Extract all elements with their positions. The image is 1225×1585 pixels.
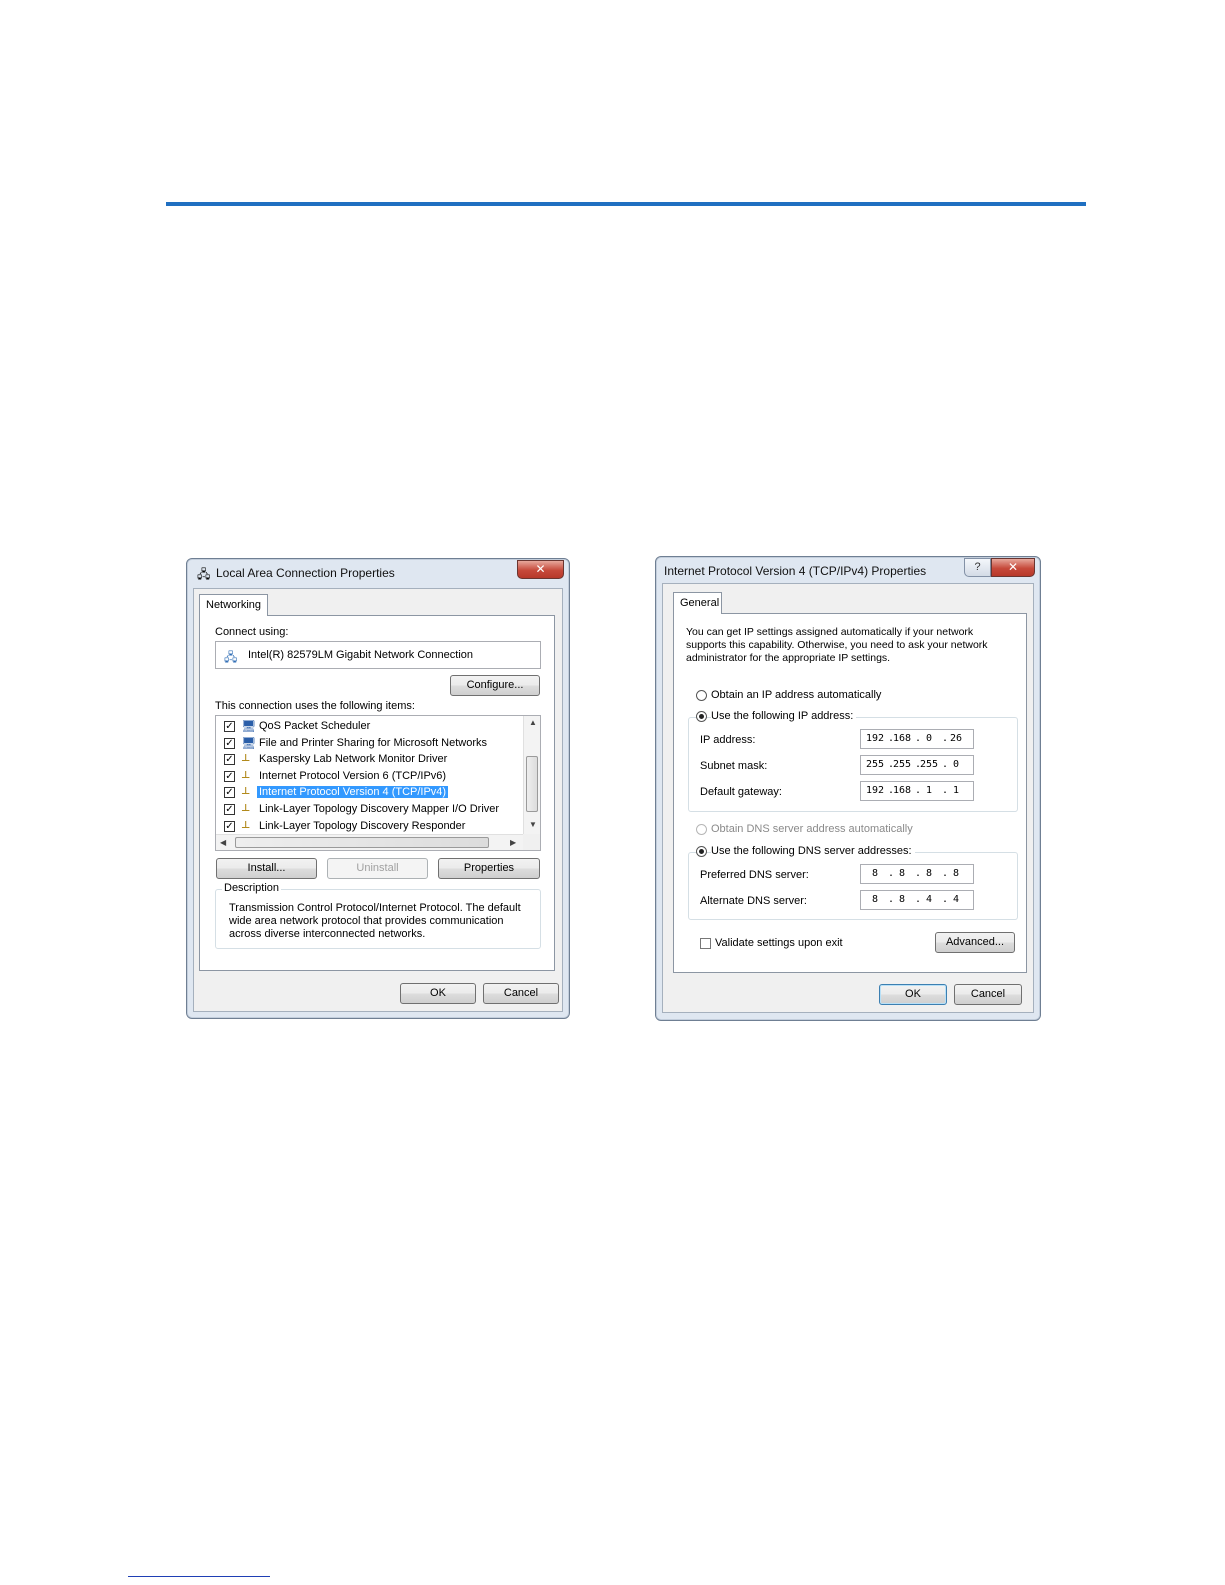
ip-octet: 8: [871, 868, 879, 879]
networking-tab-page: [199, 615, 555, 971]
list-item-label: File and Printer Sharing for Microsoft Networks: [259, 736, 488, 749]
use-following-ip-radio[interactable]: [696, 711, 707, 722]
configure-button-label: Configure...: [466, 679, 524, 691]
ip-octet: 26: [949, 733, 963, 744]
ip-address-label: IP address:: [700, 734, 756, 746]
protocol-icon: ⊥: [241, 819, 251, 831]
horizontal-scrollbar[interactable]: [216, 834, 523, 850]
connect-using-label: Connect using:: [215, 626, 289, 638]
default-gateway-label: Default gateway:: [700, 786, 782, 798]
local-area-connection-properties-window: [186, 558, 570, 1019]
advanced-button-label: Advanced...: [945, 936, 1005, 948]
ok-button-label: OK: [430, 987, 446, 999]
ip-separator: .: [915, 868, 922, 879]
list-item-label: Internet Protocol Version 4 (TCP/IPv4): [259, 786, 447, 799]
ip-octet: 192: [865, 785, 885, 796]
scroll-corner: [523, 834, 540, 850]
ok-button[interactable]: [879, 984, 947, 1005]
alternate-dns-input[interactable]: [860, 890, 974, 910]
window-title: Internet Protocol Version 4 (TCP/IPv4) Properties: [664, 564, 927, 578]
protocol-icon: ⊥: [241, 769, 251, 781]
ipv4-properties-window: [655, 556, 1041, 1021]
list-item[interactable]: [216, 736, 521, 752]
ip-separator: .: [942, 894, 949, 905]
protocol-icon: ⊥: [241, 753, 251, 765]
list-item[interactable]: [216, 769, 521, 785]
list-item-label: QoS Packet Scheduler: [259, 720, 371, 732]
cancel-button-label: Cancel: [970, 988, 1006, 1000]
list-item-label: Internet Protocol Version 6 (TCP/IPv6): [259, 769, 447, 782]
item-checkbox[interactable]: ✓: [225, 754, 234, 766]
adapter-icon: 🖧: [224, 650, 238, 664]
network-adapter-icon: 🖧: [197, 567, 211, 581]
network-client-icon: 🖥: [241, 735, 257, 750]
ip-octet: 0: [925, 733, 933, 744]
properties-button-label: Properties: [463, 862, 515, 874]
scroll-left-icon[interactable]: ◀: [220, 838, 227, 847]
uninstall-button-label: Uninstall: [356, 862, 399, 874]
network-client-icon: 🖥: [241, 719, 257, 733]
use-following-dns-label[interactable]: Use the following DNS server addresses:: [711, 845, 915, 857]
ip-octet: 8: [898, 868, 906, 879]
obtain-ip-auto-radio[interactable]: [696, 690, 707, 701]
list-item[interactable]: [216, 719, 521, 735]
use-following-ip-label[interactable]: Use the following IP address:: [711, 710, 856, 722]
uninstall-button[interactable]: [327, 858, 428, 879]
ip-octet: 8: [952, 868, 960, 879]
close-icon: ✕: [1007, 560, 1019, 574]
ip-octet: 4: [952, 894, 960, 905]
alternate-dns-label: Alternate DNS server:: [700, 895, 807, 907]
description-text: Transmission Control Protocol/Internet Protocol. The default wide area network protocol that provides communication across diverse interconnected networks.: [229, 902, 521, 940]
ip-octet: 8: [898, 894, 906, 905]
description-group: [215, 882, 541, 949]
preferred-dns-input[interactable]: [860, 864, 974, 884]
ok-button-label: OK: [905, 988, 921, 1000]
help-icon: ?: [974, 561, 981, 573]
item-checkbox[interactable]: ✓: [225, 737, 234, 749]
list-item[interactable]: [216, 802, 521, 818]
items-list[interactable]: [215, 715, 541, 851]
ip-separator: .: [942, 759, 949, 770]
adapter-field: [215, 641, 541, 669]
vertical-scrollbar[interactable]: [523, 716, 540, 834]
tab-networking[interactable]: [199, 594, 268, 616]
ip-octet: 8: [925, 868, 933, 879]
tab-general[interactable]: [673, 592, 722, 614]
ip-separator: .: [942, 733, 949, 744]
page-header-rule: [166, 202, 1086, 206]
install-button[interactable]: [216, 858, 317, 879]
close-icon: ✕: [535, 562, 546, 576]
ip-octet: 1: [925, 785, 933, 796]
scroll-down-icon[interactable]: ▼: [529, 820, 537, 829]
ip-separator: .: [888, 868, 895, 879]
obtain-ip-auto-label[interactable]: Obtain an IP address automatically: [711, 689, 882, 701]
scroll-right-icon[interactable]: ▶: [510, 838, 517, 847]
scroll-thumb[interactable]: [526, 756, 538, 812]
ip-separator: .: [888, 785, 895, 796]
item-checkbox[interactable]: ✓: [225, 770, 234, 782]
list-item-label: Link-Layer Topology Discovery Mapper I/O Driver: [259, 803, 500, 815]
ip-octet: 255: [892, 759, 912, 770]
ip-octet: 8: [871, 894, 879, 905]
ip-octet: 1: [952, 785, 960, 796]
ip-separator: .: [888, 894, 895, 905]
cancel-button[interactable]: [954, 984, 1022, 1005]
obtain-dns-auto-radio[interactable]: [696, 824, 707, 835]
close-button[interactable]: [517, 560, 564, 579]
scroll-up-icon[interactable]: ▲: [529, 718, 537, 727]
intro-text: You can get IP settings assigned automatically if your network supports this capability. Otherwise, you need to ask your network administrator for the appropriate IP settings.: [686, 626, 988, 664]
dialog-client-area: [662, 583, 1034, 1013]
ip-octet: 168: [892, 785, 912, 796]
ip-separator: .: [915, 759, 922, 770]
ip-separator: .: [915, 894, 922, 905]
help-button[interactable]: [964, 558, 991, 577]
item-checkbox[interactable]: ✓: [225, 820, 234, 832]
ip-separator: .: [942, 785, 949, 796]
configure-button[interactable]: [450, 675, 540, 696]
item-checkbox[interactable]: ✓: [225, 787, 234, 799]
properties-button[interactable]: [438, 858, 540, 879]
ip-separator: .: [888, 759, 895, 770]
obtain-dns-auto-label[interactable]: Obtain DNS server address automatically: [711, 823, 913, 835]
ip-address-input[interactable]: [860, 729, 974, 749]
subnet-mask-input[interactable]: [860, 755, 974, 775]
tab-label: Networking: [206, 599, 262, 611]
dialog-client-area: [193, 588, 563, 1012]
general-tab-page: [673, 613, 1027, 973]
list-item-label: Link-Layer Topology Discovery Responder: [259, 819, 466, 832]
ip-separator: .: [915, 785, 922, 796]
ip-separator: .: [888, 733, 895, 744]
default-gateway-input[interactable]: [860, 781, 974, 801]
ip-octet: 168: [892, 733, 912, 744]
validate-settings-label[interactable]: Validate settings upon exit: [715, 937, 843, 949]
ip-octet: 255: [919, 759, 939, 770]
ok-button[interactable]: [400, 983, 476, 1004]
item-checkbox[interactable]: ✓: [225, 721, 234, 732]
ip-octet: 255: [865, 759, 885, 770]
window-titlebar[interactable]: [187, 559, 569, 589]
validate-settings-checkbox[interactable]: [700, 938, 711, 949]
use-following-dns-radio[interactable]: [696, 846, 707, 857]
subnet-mask-label: Subnet mask:: [700, 760, 768, 772]
adapter-name: Intel(R) 82579LM Gigabit Network Connection: [248, 649, 474, 661]
tab-label: General: [680, 597, 720, 609]
cancel-button-label: Cancel: [503, 987, 539, 999]
item-checkbox[interactable]: ✓: [225, 804, 234, 815]
advanced-button[interactable]: [935, 932, 1015, 953]
protocol-icon: ⊥: [241, 803, 251, 814]
hscroll-thumb[interactable]: [235, 837, 489, 848]
ip-octet: 4: [925, 894, 933, 905]
cancel-button[interactable]: [483, 983, 559, 1004]
footnote-rule: [128, 1576, 270, 1577]
list-item-label: Kaspersky Lab Network Monitor Driver: [259, 753, 448, 766]
list-item[interactable]: [216, 785, 521, 801]
preferred-dns-label: Preferred DNS server:: [700, 869, 809, 881]
ip-octet: 192: [865, 733, 885, 744]
description-caption: Description: [224, 882, 280, 894]
protocol-icon: ⊥: [241, 786, 251, 798]
list-item[interactable]: [216, 752, 521, 768]
ip-separator: .: [942, 868, 949, 879]
items-label: This connection uses the following items:: [215, 700, 415, 712]
close-button[interactable]: [991, 558, 1035, 577]
window-title: Local Area Connection Properties: [216, 566, 395, 580]
list-item[interactable]: [216, 819, 521, 835]
install-button-label: Install...: [247, 862, 286, 874]
ip-octet: 0: [952, 759, 960, 770]
ip-separator: .: [915, 733, 922, 744]
